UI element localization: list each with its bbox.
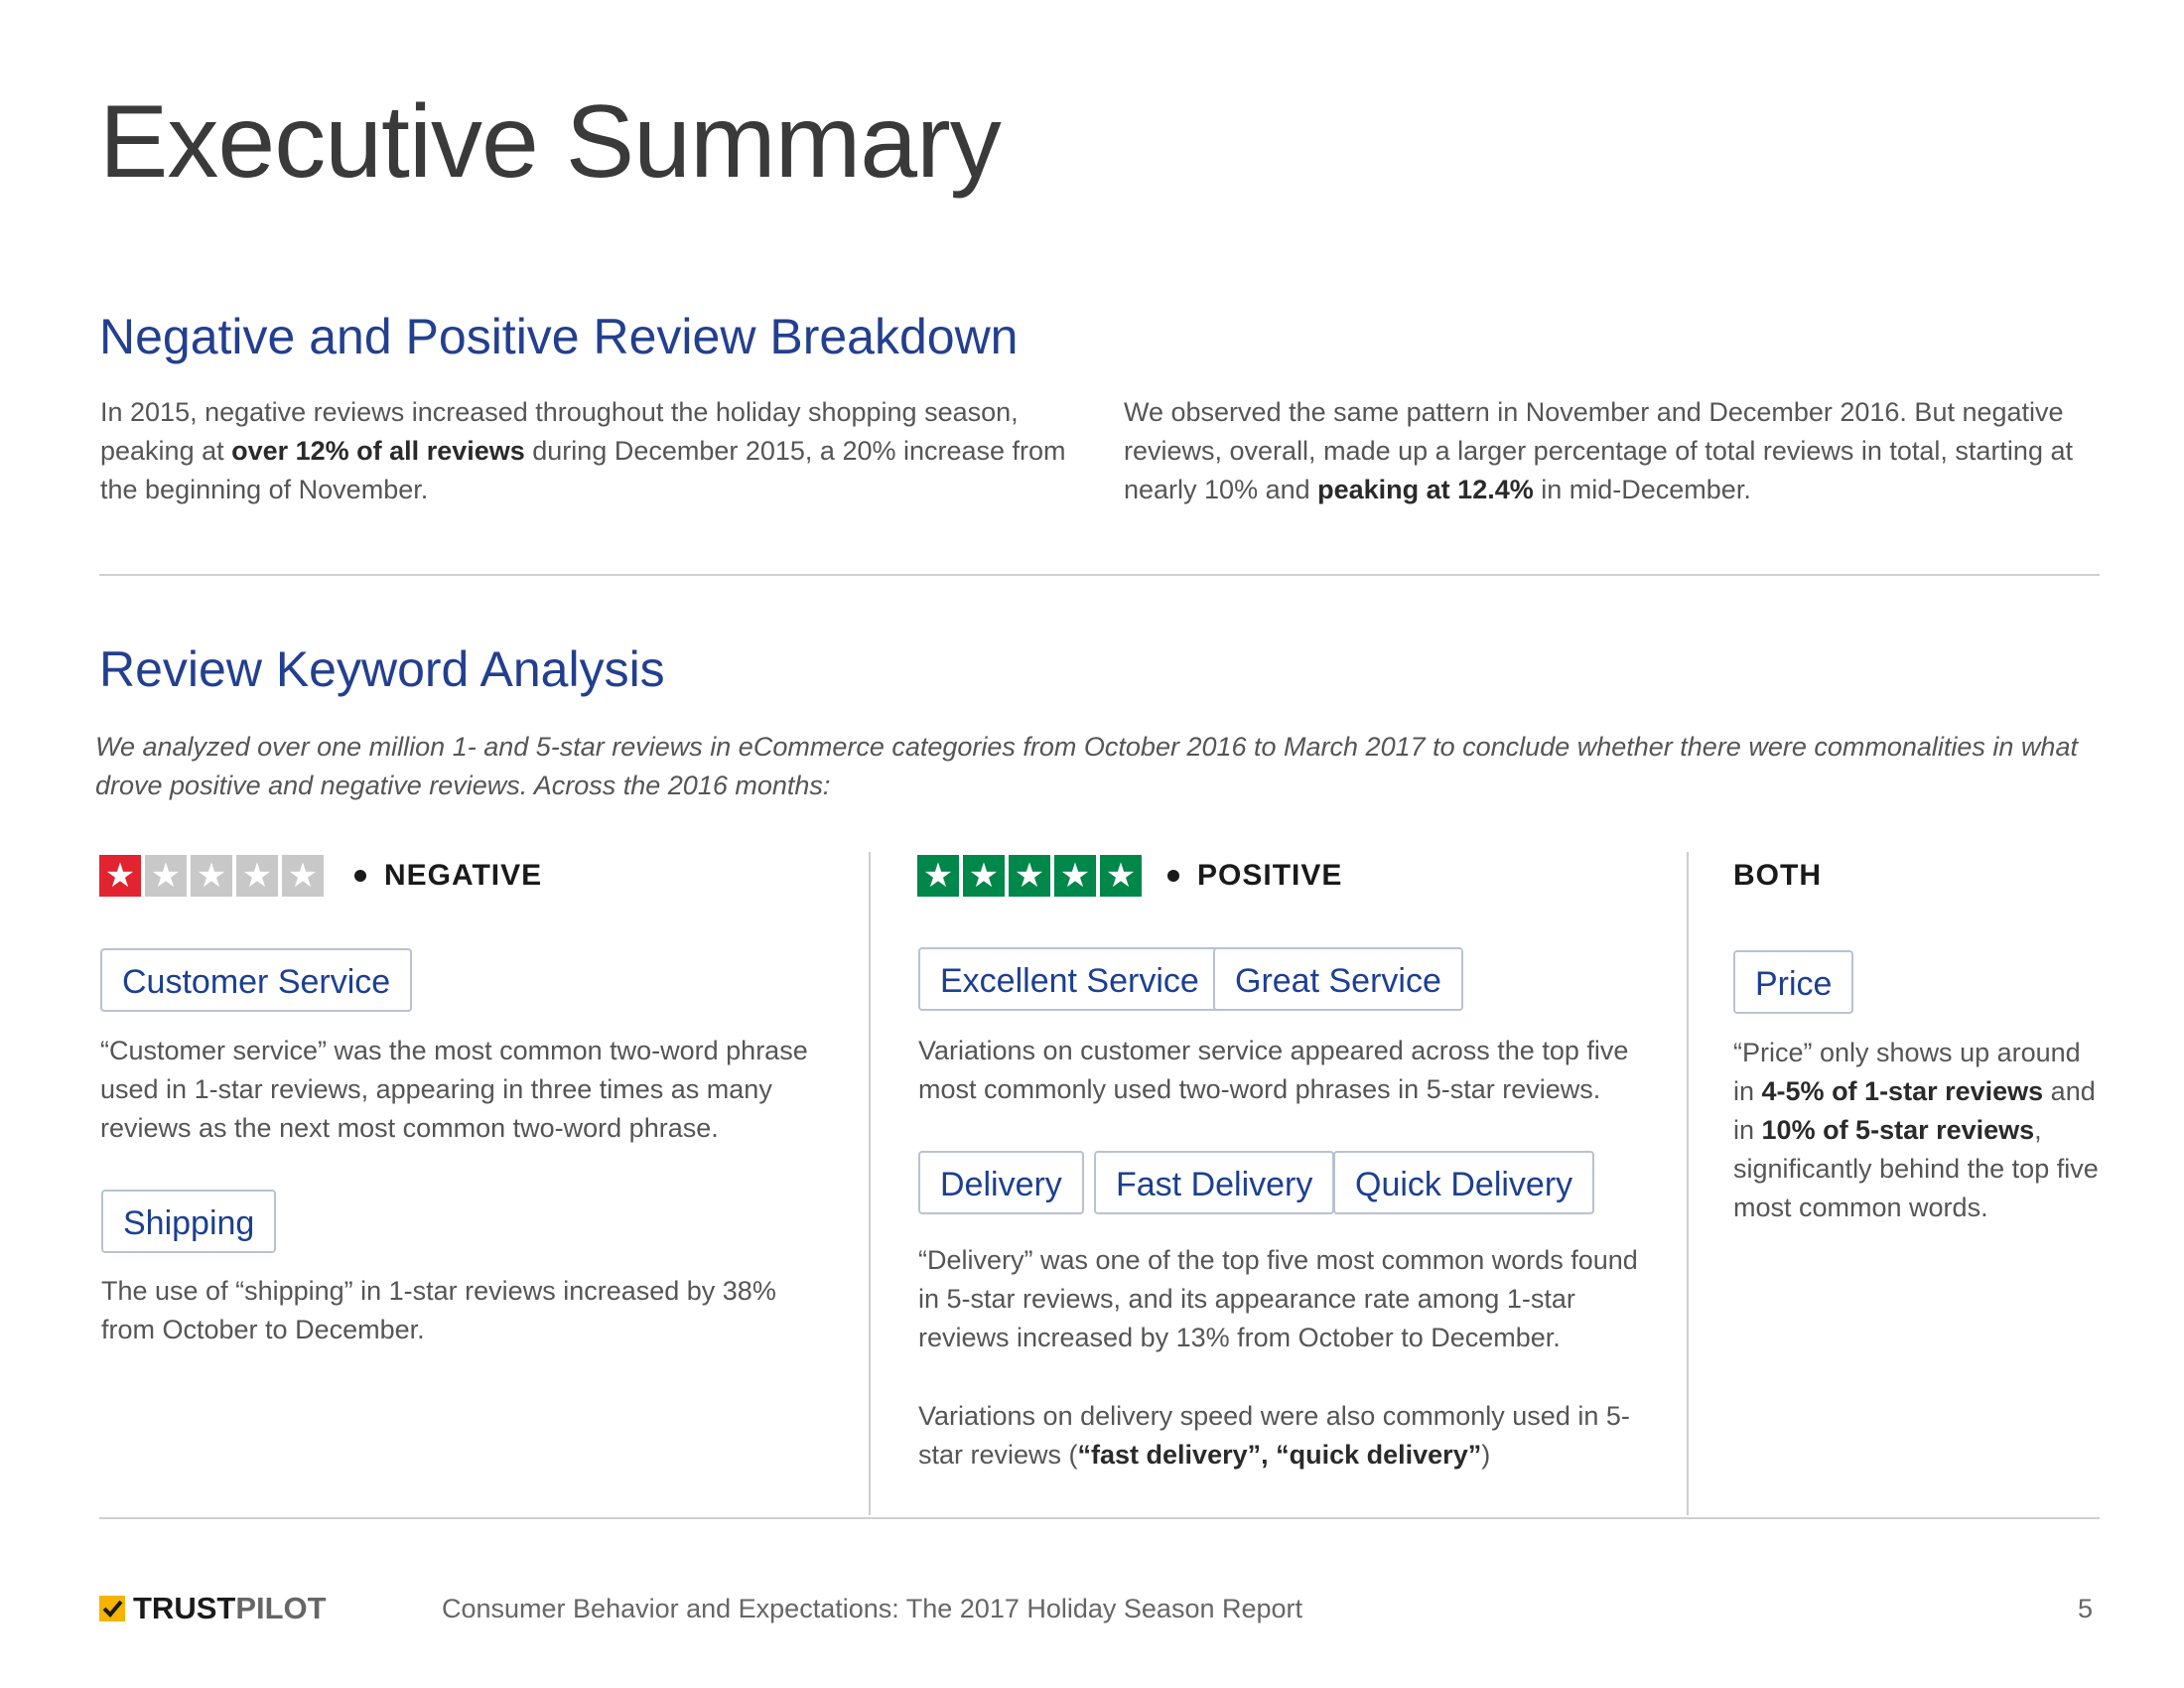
five-star-rating [917, 855, 1142, 897]
keyword-tag-excellent-service: Excellent Service [918, 947, 1221, 1011]
keywords-intro: We analyzed over one million 1- and 5-star reviews in eCommerce categories from October 2016 to March 2017 to conclude whether there were commonalities in what drove positive and negative reviews. Across the 2016 months: [95, 732, 2078, 800]
keyword-tag-quick-delivery: Quick Delivery [1333, 1151, 1594, 1214]
price-bold-2: 10% of 5-star reviews [1761, 1115, 2035, 1145]
breakdown-right-text-1: We observed the same pattern in November and December 2016. But negative reviews, overall, made up a larger percentage of total reviews in total, starting at nearly 10% and [1124, 397, 2073, 504]
service-description: Variations on customer service appeared across the top five most commonly used two-word phrases in 5-star reviews. [918, 1036, 1629, 1104]
logo-trust: TRUST [133, 1591, 236, 1625]
star-empty-icon: ★ [191, 855, 232, 897]
negative-label-text: NEGATIVE [384, 859, 543, 892]
one-star-rating [99, 855, 324, 897]
report-title: Consumer Behavior and Expectations: The 2017 Holiday Season Report [442, 1594, 1303, 1623]
price-bold-1: 4-5% of 1-star reviews [1761, 1076, 2044, 1106]
breakdown-left-text-1: In 2015, negative reviews increased throughout the holiday shopping season, peaking at [100, 397, 1019, 466]
logo-pilot: PILOT [235, 1591, 327, 1625]
star-empty-icon: ★ [282, 855, 324, 897]
negative-label [354, 857, 542, 895]
column-divider [869, 852, 871, 1515]
keyword-tag-fast-delivery: Fast Delivery [1094, 1151, 1334, 1214]
footer-divider [99, 1517, 2100, 1519]
star-filled-icon: ★ [917, 855, 959, 897]
both-label: BOTH [1733, 859, 1822, 892]
delivery-speed-text-1: Variations on delivery speed were also commonly used in 5-star reviews ( [918, 1401, 1630, 1470]
bullet-icon [354, 870, 366, 882]
keyword-tag-great-service: Great Service [1213, 947, 1463, 1011]
column-divider [1687, 852, 1689, 1515]
page-title: Executive Summary [99, 84, 1001, 200]
breakdown-heading: Negative and Positive Review Breakdown [99, 309, 1019, 364]
check-icon [99, 1596, 125, 1621]
keyword-tag-delivery: Delivery [918, 1151, 1084, 1214]
shipping-description: The use of “shipping” in 1-star reviews increased by 38% from October to December. [101, 1276, 776, 1344]
price-text-1: “Price” only shows up around in [1733, 1038, 2081, 1106]
breakdown-left-text-2: during December 2015, a 20% increase from the beginning of November. [100, 436, 1066, 504]
delivery-speed-text-2: ) [1481, 1440, 1491, 1470]
breakdown-right-text-2: in mid-December. [1533, 475, 1751, 504]
star-filled-icon: ★ [1100, 855, 1142, 897]
page-number: 5 [2078, 1594, 2094, 1623]
positive-label [1167, 857, 1342, 895]
delivery-speed-bold: “fast delivery”, “quick delivery” [1077, 1440, 1482, 1470]
star-empty-icon: ★ [236, 855, 278, 897]
section-divider [99, 574, 2100, 576]
breakdown-right-paragraph [1124, 393, 2092, 509]
keyword-tag-customer-service: Customer Service [100, 948, 412, 1012]
price-text-2: and in [1733, 1076, 2096, 1145]
keyword-tag-price: Price [1733, 950, 1853, 1014]
star-empty-icon: ★ [145, 855, 187, 897]
keyword-tag-shipping: Shipping [101, 1190, 276, 1253]
trustpilot-logo [99, 1591, 327, 1626]
delivery-description: “Delivery” was one of the top five most common words found in 5-star reviews, and its appearance rate among 1-star reviews increased by 13% from October to December. [918, 1245, 1638, 1352]
breakdown-left-paragraph [100, 393, 1078, 509]
keywords-heading: Review Keyword Analysis [99, 641, 665, 697]
bullet-icon [1167, 870, 1179, 882]
customer-service-description: “Customer service” was the most common two-word phrase used in 1-star reviews, appearing in three times as many reviews as the next most common two-word phrase. [100, 1036, 808, 1143]
price-description [1733, 1034, 2101, 1227]
star-filled-icon: ★ [963, 855, 1005, 897]
delivery-speed-description [918, 1397, 1658, 1475]
star-filled-icon: ★ [1009, 855, 1050, 897]
breakdown-right-bold: peaking at 12.4% [1317, 475, 1534, 504]
star-filled-icon: ★ [1054, 855, 1096, 897]
star-filled-icon: ★ [99, 855, 141, 897]
breakdown-left-bold: over 12% of all reviews [231, 436, 525, 466]
price-text-3: , significantly behind the top five most common words. [1733, 1115, 2099, 1222]
positive-label-text: POSITIVE [1197, 859, 1343, 892]
